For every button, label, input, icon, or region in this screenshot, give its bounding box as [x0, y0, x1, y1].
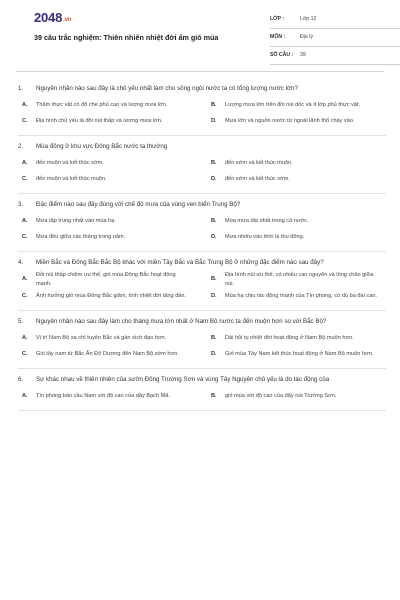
question-header [18, 78, 386, 93]
logo-main: 2048 [34, 10, 63, 25]
option-letter: D. [211, 233, 217, 240]
answer-option[interactable] [207, 113, 386, 129]
option-text: Mưa lớn và nguồn nước từ ngoài lãnh thổ chảy vào. [225, 117, 355, 124]
question-number: 3. [18, 201, 24, 208]
option-text: Ảnh hưởng gió mùa Đông Bắc giảm, tính nhiệt đới tăng dần. [36, 292, 187, 299]
question-text: Đặc điểm nào sau đây đúng với chế độ mưa của vùng ven biển Trung Bộ? [36, 201, 241, 208]
answer-option[interactable] [207, 288, 386, 304]
option-letter: A. [22, 101, 28, 108]
page-header [16, 0, 384, 64]
option-letter: C. [22, 117, 28, 124]
option-letter: D. [211, 117, 217, 124]
question-item [18, 136, 386, 194]
answer-option[interactable] [207, 171, 386, 187]
option-text: Địa hình chủ yếu là đồi núi thấp và lượng mưa lớn. [36, 117, 163, 124]
answer-option[interactable] [207, 97, 386, 113]
option-text: Gió mùa Tây Nam kết thúc hoạt động ở Nam Bộ muộn hơn. [225, 350, 374, 357]
meta-label: MÔN : [270, 34, 286, 40]
option-letter: A. [22, 334, 28, 341]
answer-option[interactable] [207, 155, 386, 171]
question-number: 4. [18, 259, 24, 266]
answer-option[interactable] [207, 388, 386, 404]
option-letter: D. [211, 292, 217, 299]
option-letter: D. [211, 350, 217, 357]
option-text: Mưa nhiều vào thời là thu đông. [225, 233, 305, 240]
meta-value: Lớp 12 [300, 16, 317, 22]
question-number: 5. [18, 318, 24, 325]
header-divider [16, 71, 384, 72]
option-text: gió mùa với độ cao của dãy núi Trường Sơn. [225, 392, 337, 399]
question-list [18, 78, 386, 411]
answer-options [18, 326, 386, 368]
answer-option[interactable] [18, 346, 197, 362]
question-item [18, 252, 386, 311]
option-letter: B. [211, 392, 217, 399]
question-item [18, 311, 386, 369]
option-text: Mùa mưa dài nhất trong cả nước. [225, 217, 309, 224]
answer-option[interactable] [18, 229, 197, 245]
option-text: đến muộn và kết thúc muộn. [36, 175, 107, 182]
question-number: 6. [18, 376, 24, 383]
option-letter: A. [22, 276, 28, 283]
answer-options [18, 209, 386, 251]
option-text: Thâm thực vật có độ che phủ cao và lượng mưa lớn. [36, 101, 168, 108]
option-letter: A. [22, 159, 28, 166]
meta-info [270, 14, 400, 68]
answer-options [18, 93, 386, 135]
answer-option[interactable] [207, 271, 386, 288]
option-text: Đồi núi thấp chiếm ưu thế, gió mùa Đông Bắc hoạt động mạnh. [36, 272, 176, 287]
question-header [18, 369, 386, 384]
answer-option[interactable] [18, 388, 197, 404]
meta-row-count [270, 50, 400, 65]
question-number: 2. [18, 143, 24, 150]
answer-option[interactable] [18, 113, 197, 129]
option-text: Mùa hạ chịu tác động mạnh của Tín phong, có dù ba đai cao. [225, 292, 377, 299]
answer-option[interactable] [18, 330, 197, 346]
question-text: Mùa đông ở khu vực Đông Bắc nước ta thường [36, 143, 168, 150]
logo-tld: .vn [63, 17, 72, 23]
option-letter: D. [211, 175, 217, 182]
answer-options [18, 151, 386, 193]
question-text: Nguyên nhân nào sau đây là chủ yếu nhất làm cho sông ngòi nước ta có tổng lượng nước lớn? [36, 85, 298, 92]
option-text: Mưa tập trung nhất vào mùa hạ. [36, 217, 116, 224]
question-header [18, 252, 386, 267]
answer-option[interactable] [207, 229, 386, 245]
option-text: Lượng mưa lớn trên đồi núi dốc và ít lớp phủ thực vật. [225, 101, 361, 108]
answer-option[interactable] [18, 97, 197, 113]
meta-value: Địa lý [300, 34, 313, 40]
question-text: Sự khác nhau về thiên nhiên của sườn Đông Trường Sơn và vùng Tây Nguyên chủ yếu là do tác động của [36, 376, 330, 383]
answer-option[interactable] [207, 213, 386, 229]
meta-label: LỚP : [270, 16, 285, 22]
option-letter: B. [211, 101, 217, 108]
option-text: Dải hội tụ nhiệt đới hoạt động ở Nam Bộ muộn hơn. [225, 334, 354, 341]
answer-option[interactable] [18, 155, 197, 171]
question-item [18, 78, 386, 136]
answer-option[interactable] [18, 288, 197, 304]
option-text: đến sớm và kết thúc sớm. [225, 175, 290, 182]
option-text: đến sớm và kết thúc muộn. [225, 159, 293, 166]
option-letter: C. [22, 233, 28, 240]
site-logo[interactable] [34, 10, 71, 25]
meta-label: SỐ CÂU : [270, 52, 294, 58]
answer-options [18, 267, 386, 310]
option-text: Vị trí Nam Bộ xa chí tuyến Bắc và gần xích đạo hơn. [36, 334, 167, 341]
option-letter: B. [211, 276, 217, 283]
meta-value: 39 [300, 52, 306, 58]
answer-option[interactable] [18, 171, 197, 187]
answer-option[interactable] [207, 330, 386, 346]
question-header [18, 194, 386, 209]
option-letter: B. [211, 334, 217, 341]
question-number: 1. [18, 85, 24, 92]
option-letter: C. [22, 175, 28, 182]
option-letter: B. [211, 159, 217, 166]
question-header [18, 136, 386, 151]
question-text: Miền Bắc và Đông Bắc Bắc Bộ khác với miền Tây Bắc và Bắc Trung Bộ ở những đặc điểm nào sau đây? [36, 259, 324, 266]
option-text: Gió tây nam từ Bắc Ấn Độ Dương đến Nam Bộ sớm hơn. [36, 350, 179, 357]
option-text: Mưa đều giữa các tháng trong năm. [36, 233, 126, 240]
meta-row-class [270, 14, 400, 29]
option-letter: C. [22, 350, 28, 357]
option-text: Tín phong bán cầu Nam với độ cao của dãy Bạch Mã. [36, 392, 170, 399]
document-title: 39 câu trắc nghiệm: Thiên nhiên nhiệt đới ẩm gió mùa [34, 33, 219, 42]
option-letter: B. [211, 217, 217, 224]
meta-row-subject [270, 32, 400, 47]
option-letter: A. [22, 392, 28, 399]
option-letter: C. [22, 292, 28, 299]
answer-option[interactable] [18, 213, 197, 229]
answer-option[interactable] [207, 346, 386, 362]
option-text: Địa hình núi ưu thế, có nhiều cao nguyên và lòng chảo giữa núi. [225, 272, 374, 287]
option-letter: A. [22, 217, 28, 224]
answer-options [18, 384, 386, 410]
question-text: Nguyên nhân nào sau đây làm cho tháng mưa lớn nhất ở Nam Bộ nước ta đến muộn hơn so với Bắc Bộ? [36, 318, 327, 325]
question-item [18, 369, 386, 411]
question-header [18, 311, 386, 326]
question-item [18, 194, 386, 252]
answer-option[interactable] [18, 271, 197, 288]
option-text: đến muộn và kết thúc sớm. [36, 159, 104, 166]
